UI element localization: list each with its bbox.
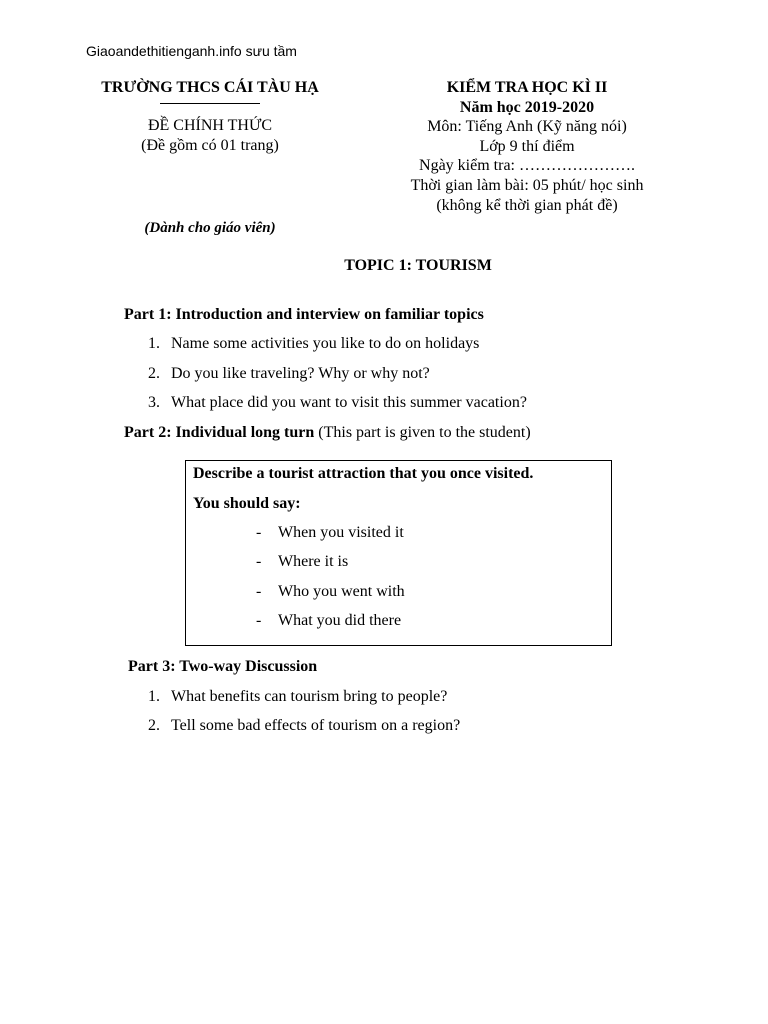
question-text: Do you like traveling? Why or why not?	[171, 365, 430, 382]
question-text: Name some activities you like to do on holidays	[171, 335, 480, 352]
part3-question	[148, 717, 460, 735]
exam-header	[380, 78, 674, 215]
cue-bullet: - Where it is	[256, 553, 349, 570]
source-note: Giaoandethitienganh.info sưu tầm	[86, 43, 297, 59]
cue-bullet-text: Where it is	[278, 553, 349, 570]
question-number: 2.	[148, 365, 160, 382]
part3-question	[148, 688, 447, 706]
cue-bullet-text: Who you went with	[278, 583, 405, 600]
subject: Môn: Tiếng Anh (Kỹ năng nói)	[427, 118, 627, 136]
cue-bullet: - When you visited it	[256, 524, 404, 541]
question-number: 1.	[148, 335, 160, 352]
exam-title: KIỂM TRA HỌC KÌ II	[446, 79, 608, 96]
header-divider	[160, 103, 260, 104]
cue-bullet: - Who you went with	[256, 583, 405, 600]
official-label: ĐỀ CHÍNH THỨC	[147, 117, 273, 134]
cue-bullet-text: What you did there	[278, 612, 402, 629]
question-number: 1.	[148, 688, 160, 705]
question-text: What benefits can tourism bring to people?	[171, 688, 448, 705]
part2-title: Part 2: Individual long turn	[124, 424, 315, 441]
part2-heading	[124, 424, 531, 442]
grade: Lớp 9 thí điểm	[479, 137, 575, 155]
part1-question	[148, 335, 479, 353]
cue-bullet: - What you did there	[256, 612, 402, 629]
part2-note: (This part is given to the student)	[318, 424, 531, 441]
part1-question	[148, 394, 527, 412]
question-text: What place did you want to visit this summer vacation?	[171, 394, 527, 411]
teacher-note: (Dành cho giáo viên)	[144, 220, 276, 236]
cue-card-title: Describe a tourist attraction that you once visited.	[193, 465, 534, 482]
exam-date: Ngày kiểm tra: ………………….	[419, 157, 635, 175]
school-name: TRƯỜNG THCS CÁI TÀU HẠ	[101, 79, 319, 96]
part3-title: Part 3: Two-way Discussion	[128, 658, 318, 675]
page-count: (Đề gồm có 01 trang)	[141, 137, 279, 154]
school-header	[60, 78, 360, 156]
school-year: Năm học 2019-2020	[459, 98, 595, 116]
topic-title: TOPIC 1: TOURISM	[344, 257, 492, 274]
question-text: Tell some bad effects of tourism on a region?	[171, 717, 461, 734]
question-number: 3.	[148, 394, 160, 411]
part1-title: Part 1: Introduction and interview on familiar topics	[124, 306, 484, 323]
part1-question	[148, 365, 430, 383]
cue-bullet-text: When you visited it	[278, 524, 404, 541]
question-number: 2.	[148, 717, 160, 734]
duration-note: (không kể thời gian phát đề)	[436, 196, 618, 214]
exam-duration: Thời gian làm bài: 05 phút/ học sinh	[410, 176, 644, 194]
cue-card-subtitle: You should say:	[193, 495, 301, 512]
cue-card	[185, 460, 612, 646]
